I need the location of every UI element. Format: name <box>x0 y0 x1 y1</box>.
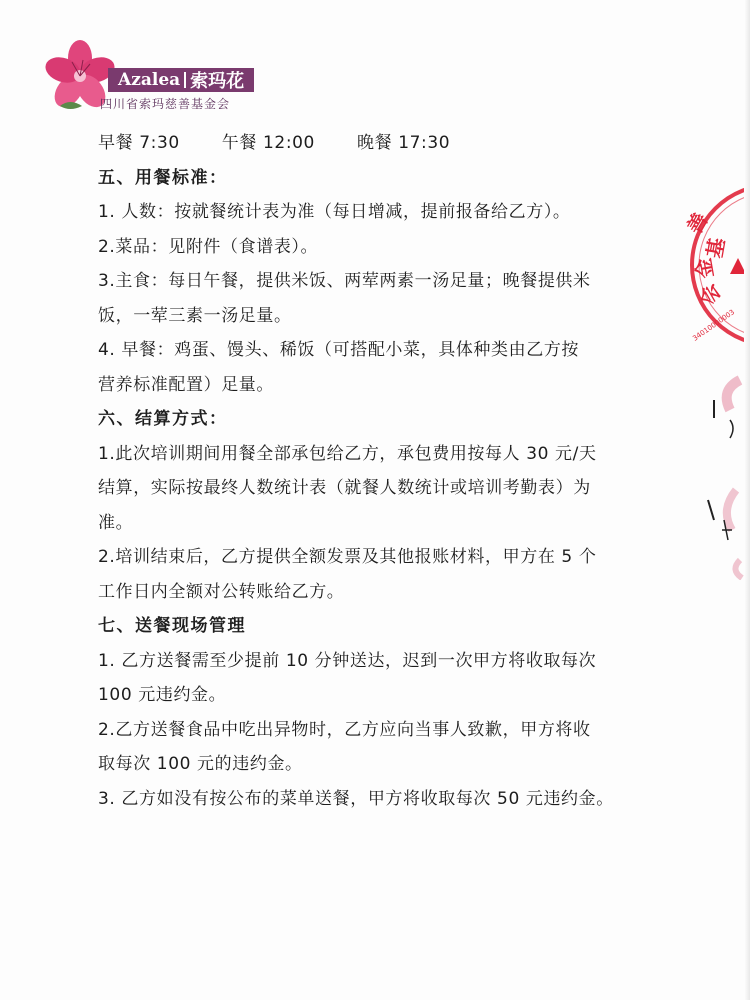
svg-text:善: 善 <box>682 208 713 238</box>
scan-edge-shadow <box>744 0 750 1000</box>
document-body <box>98 126 668 816</box>
meal-time-lunch: 午餐 12:00 <box>221 133 315 153</box>
section5-line: 4. 早餐：鸡蛋、馒头、稀饭（可搭配小菜，具体种类由乙方按 <box>98 340 580 360</box>
section6-line: 结算，实际按最终人数统计表（就餐人数统计或培训考勤表）为 <box>98 478 591 498</box>
section7-line: 取每次 100 元的违约金。 <box>98 754 303 774</box>
perforation-seal-fragment <box>700 370 750 580</box>
section6-line: 1.此次培训期间用餐全部承包给乙方，承包费用按每人 30 元/天 <box>98 443 597 464</box>
logo-brand-cn: 索玛花 <box>190 71 245 92</box>
section6-line: 2.培训结束后，乙方提供全额发票及其他报账材料，甲方在 5 个 <box>98 547 597 567</box>
section5-line: 饭，一荤三素一汤足量。 <box>98 305 292 326</box>
logo-brand-en: Azalea <box>118 70 181 90</box>
section7-line: 1. 乙方送餐需至少提前 10 分钟送达，迟到一次甲方将收取每次 <box>98 650 597 671</box>
section7-line: 100 元违约金。 <box>98 685 227 705</box>
section7-heading: 七、送餐现场管理 <box>98 616 246 636</box>
foundation-logo <box>40 40 280 120</box>
section5-line: 营养标准配置）足量。 <box>98 374 274 395</box>
section6-heading: 六、结算方式： <box>98 409 228 429</box>
logo-banner <box>108 68 254 92</box>
official-seal-stamp <box>680 180 750 350</box>
section6-line: 准。 <box>98 512 134 533</box>
section5-line: 3.主食：每日午餐，提供米饭、两荤两素一汤足量；晚餐提供米 <box>98 271 591 291</box>
meal-time-dinner: 晚餐 17:30 <box>356 133 451 153</box>
svg-text:基: 基 <box>702 235 730 260</box>
logo-org-name: 四川省索玛慈善基金会 <box>100 97 231 111</box>
svg-text:会: 会 <box>694 279 726 310</box>
section5-heading: 五、用餐标准： <box>98 167 228 188</box>
svg-text:金: 金 <box>690 256 718 281</box>
svg-text:34010000003: 34010000003 <box>691 308 737 343</box>
section5-line: 2.菜品：见附件（食谱表）。 <box>98 236 319 257</box>
meal-time-breakfast: 早餐 7:30 <box>98 133 180 153</box>
logo-separator <box>184 72 186 88</box>
meal-times-row <box>98 126 668 161</box>
section7-line: 2.乙方送餐食品中吃出异物时，乙方应向当事人致歉，甲方将收 <box>98 719 591 740</box>
section6-line: 工作日内全额对公转账给乙方。 <box>98 581 345 602</box>
section7-line: 3. 乙方如没有按公布的菜单送餐，甲方将收取每次 50 元违约金。 <box>98 788 614 809</box>
section5-line: 1. 人数：按就餐统计表为准（每日增减，提前报备给乙方）。 <box>98 202 571 222</box>
